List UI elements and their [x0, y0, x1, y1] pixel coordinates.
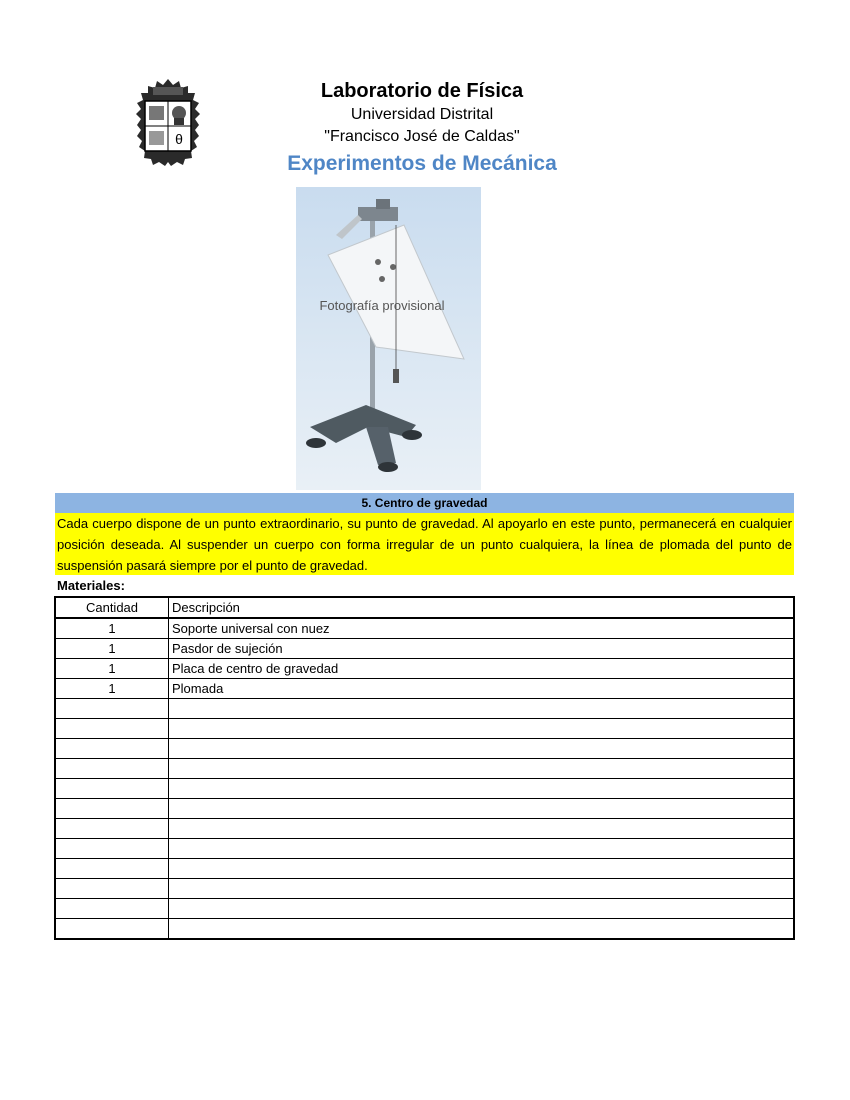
quantity-cell: 1: [55, 639, 169, 659]
experiments-subtitle: Experimentos de Mecánica: [287, 152, 557, 175]
quantity-cell: [55, 879, 169, 899]
description-cell: [169, 739, 795, 759]
quantity-cell: [55, 919, 169, 940]
university-seal-icon: [133, 77, 203, 167]
description-cell: [169, 759, 795, 779]
quantity-cell: [55, 699, 169, 719]
description-cell: [169, 899, 795, 919]
document-header: [270, 78, 574, 178]
quantity-cell: [55, 899, 169, 919]
materials-label: Materiales:: [57, 578, 125, 593]
quantity-cell: [55, 739, 169, 759]
university-line: Universidad Distrital: [350, 106, 494, 123]
description-cell: [169, 859, 795, 879]
table-row: [55, 639, 794, 659]
table-row: [55, 618, 794, 639]
table-row: [55, 899, 794, 919]
table-row: [55, 679, 794, 699]
lab-title: Laboratorio de Física: [320, 80, 524, 102]
description-cell: [169, 799, 795, 819]
apparatus-photo: [296, 187, 481, 490]
materials-table: [54, 596, 795, 940]
quantity-cell: [55, 819, 169, 839]
quantity-cell: [55, 759, 169, 779]
description-cell: [169, 779, 795, 799]
photo-caption: Fotografía provisional: [319, 298, 445, 313]
table-row: [55, 799, 794, 819]
description-cell: Soporte universal con nuez: [169, 618, 795, 639]
quantity-cell: 1: [55, 679, 169, 699]
description-cell: [169, 919, 795, 940]
quantity-cell: [55, 779, 169, 799]
svg-text:θ: θ: [175, 131, 183, 147]
quantity-cell: 1: [55, 618, 169, 639]
description-cell: [169, 839, 795, 859]
table-row: [55, 919, 794, 940]
table-row: [55, 699, 794, 719]
table-row: [55, 879, 794, 899]
quantity-cell: [55, 799, 169, 819]
table-row: [55, 759, 794, 779]
description-cell: [169, 719, 795, 739]
table-row: [55, 739, 794, 759]
section-description: Cada cuerpo dispone de un punto extraordinario, su punto de gravedad. Al apoyarlo en este punto, permanecerá en cualquier posición deseada. Al suspender un cuerpo con forma irregular de un punto cualquiera, la línea de plomada del punto de suspensión pasará siempre por el punto de gravedad.: [55, 513, 794, 575]
section-title: 5. Centro de gravedad: [55, 493, 794, 513]
table-row: [55, 719, 794, 739]
column-header-description: Descripción: [169, 597, 795, 618]
quantity-cell: [55, 719, 169, 739]
description-cell: Pasdor de sujeción: [169, 639, 795, 659]
table-row: [55, 859, 794, 879]
table-row: [55, 839, 794, 859]
column-header-quantity: Cantidad: [55, 597, 169, 618]
description-cell: Plomada: [169, 679, 795, 699]
description-cell: [169, 879, 795, 899]
quantity-cell: [55, 839, 169, 859]
quantity-cell: 1: [55, 659, 169, 679]
university-name: "Francisco José de Caldas": [324, 128, 520, 145]
table-header-row: [55, 597, 794, 618]
description-cell: [169, 699, 795, 719]
table-row: [55, 819, 794, 839]
quantity-cell: [55, 859, 169, 879]
description-cell: [169, 819, 795, 839]
description-cell: Placa de centro de gravedad: [169, 659, 795, 679]
table-row: [55, 779, 794, 799]
table-row: [55, 659, 794, 679]
